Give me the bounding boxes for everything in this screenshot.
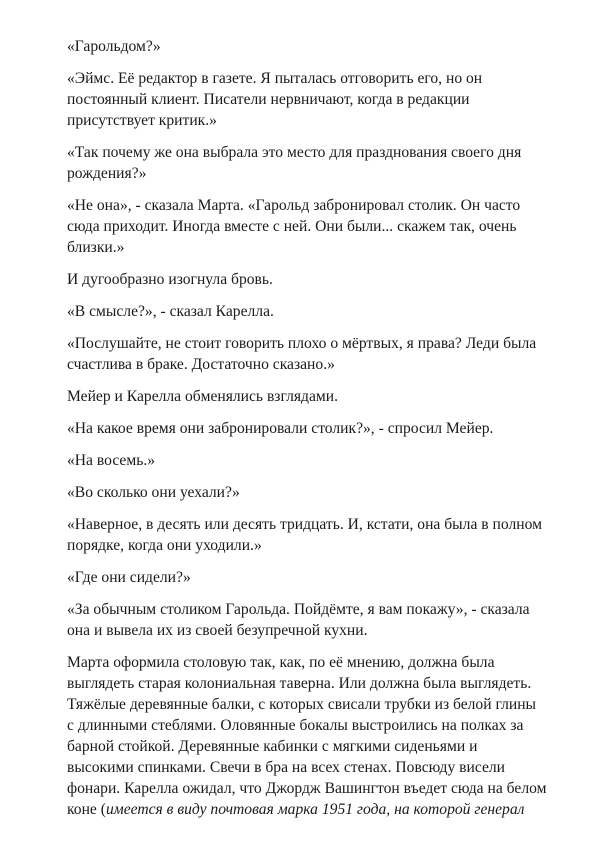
- text-line: выглядеть старая колониальная таверна. Или должна была выглядеть.: [67, 675, 532, 692]
- text-line: рождения?»: [67, 165, 147, 182]
- paragraph: [67, 68, 587, 131]
- text-line: счастлива в браке. Достаточно сказано.»: [67, 356, 335, 373]
- text-line: «В смысле?», - сказал Карелла.: [67, 303, 274, 320]
- text-line: «Гарольдом?»: [67, 38, 161, 55]
- text-line: «На восемь.»: [67, 452, 156, 469]
- text-line: Тяжёлые деревянные балки, с которых свисали трубки из белой глины: [67, 696, 537, 713]
- paragraph: [67, 599, 587, 641]
- text-line: [67, 799, 587, 820]
- paragraph: [67, 269, 587, 290]
- text-line: Мейер и Карелла обменялись взглядами.: [67, 388, 338, 405]
- text-line: «На какое время они забронировали столик?», - спросил Мейер.: [67, 420, 494, 437]
- text-line: Марта оформила столовую так, как, по её мнению, должна была: [67, 654, 495, 671]
- text-segment: коне (: [67, 801, 106, 818]
- text-line: фонари. Карелла ожидал, что Джордж Вашингтон въедет сюда на белом: [67, 780, 547, 797]
- text-line: она и вывела их из своей безупречной кухни.: [67, 622, 368, 639]
- paragraph: [67, 450, 587, 471]
- paragraph: [67, 195, 587, 258]
- paragraph: [67, 333, 587, 375]
- paragraph: [67, 301, 587, 322]
- paragraph: [67, 386, 587, 407]
- text-line: присутствует критик.»: [67, 112, 217, 129]
- text-line: порядке, когда они уходили.»: [67, 537, 262, 554]
- text-line: «Эймс. Её редактор в газете. Я пыталась отговорить его, но он: [67, 70, 483, 87]
- paragraph: [67, 514, 587, 556]
- text-line: близки.»: [67, 239, 125, 256]
- paragraph: [67, 418, 587, 439]
- text-line: «Где они сидели?»: [67, 569, 191, 586]
- text-line: «Так почему же она выбрала это место для празднования своего дня: [67, 144, 522, 161]
- paragraph: [67, 36, 587, 57]
- paragraph: [67, 142, 587, 184]
- text-line: постоянный клиент. Писатели нервничают, когда в редакции: [67, 91, 470, 108]
- document-page: [67, 36, 587, 831]
- text-line: «Не она», - сказала Марта. «Гарольд забронировал столик. Он часто: [67, 197, 521, 214]
- text-line: «Наверное, в десять или десять тридцать. И, кстати, она была в полном: [67, 516, 542, 533]
- text-line: с длинными стеблями. Оловянные бокалы выстроились на полках за: [67, 717, 524, 734]
- text-line: «Во сколько они уехали?»: [67, 484, 240, 501]
- paragraph: [67, 652, 587, 820]
- text-line: «Послушайте, не стоит говорить плохо о мёртвых, я права? Леди была: [67, 335, 537, 352]
- paragraph: [67, 482, 587, 503]
- text-line: И дугообразно изогнула бровь.: [67, 271, 273, 288]
- text-line: сюда приходит. Иногда вместе с ней. Они были... скажем так, очень: [67, 218, 517, 235]
- paragraph: [67, 567, 587, 588]
- italic-note: имеется в виду почтовая марка 1951 года, на которой генерал: [105, 801, 525, 818]
- text-line: высокими спинками. Свечи в бра на всех стенах. Повсюду висели: [67, 759, 506, 776]
- text-line: «За обычным столиком Гарольда. Пойдёмте, я вам покажу», - сказала: [67, 601, 530, 618]
- text-line: барной стойкой. Деревянные кабинки с мягкими сиденьями и: [67, 738, 478, 755]
